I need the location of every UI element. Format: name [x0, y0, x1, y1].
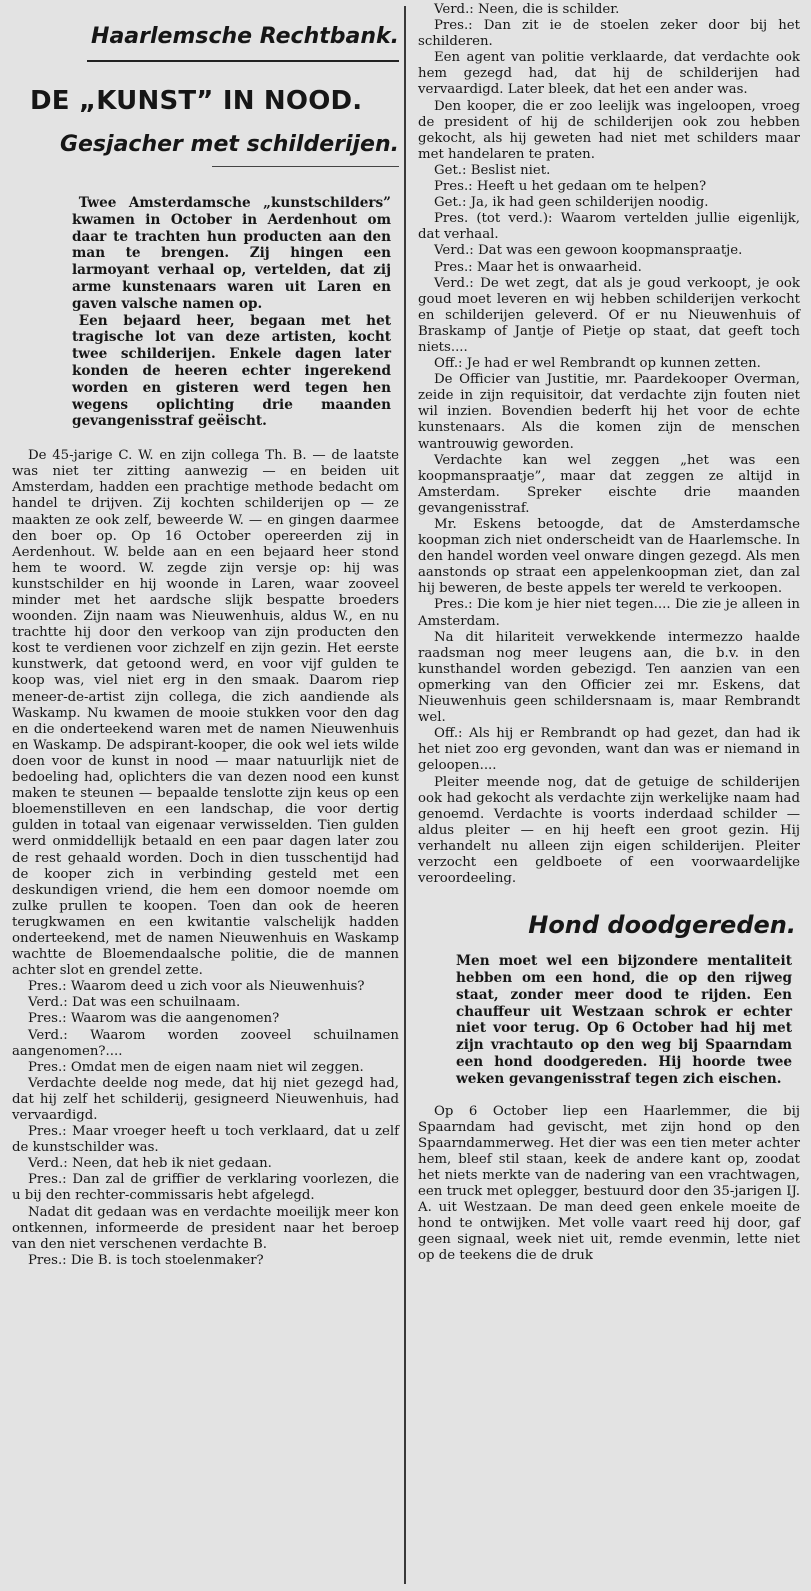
- body-paragraph: Verd.: Neen, dat heb ik niet gedaan.: [27, 1156, 272, 1172]
- body-paragraph: Off.: Als hij er Rembrandt op had gezet, dan had ik het niet zoo erg gevonden, want dan was er niemand in geloopen....: [418, 726, 800, 774]
- body-paragraph: Verd.: Dat was een gewoon koopmanspraatje.: [433, 243, 743, 259]
- body-paragraph: Pres.: Maar vroeger heeft u toch verklaard, dat u zelf de kunstschilder was.: [12, 1124, 399, 1156]
- body-paragraph: Pres.: Die kom je hier niet tegen.... Die zie je alleen in Amsterdam.: [418, 597, 800, 629]
- article-body-right: [418, 2, 800, 887]
- article-body-left: [12, 448, 399, 1269]
- body-paragraph: Nadat dit gedaan was en verdachte moeilijk meer kon ontkennen, informeerde de president naar het beroep van den niet verschenen verdachte B.: [12, 1204, 399, 1252]
- body-paragraph: Verd.: De wet zegt, dat als je goud verkoopt, je ook goud moet leveren en wij hebben schilderijen verkocht en schilderijen geleverd. Of er nu Nieuwenhuis of Braskamp of Jantje of Pietje op staat, dat geeft toch niets....: [418, 275, 800, 355]
- body-paragraph: Get.: Ja, ik had geen schilderijen noodig.: [433, 195, 709, 211]
- news-item-body: [418, 1104, 800, 1265]
- column-divider: [404, 6, 406, 1584]
- body-paragraph: Mr. Eskens betoogde, dat de Amsterdamsche koopman zich niet onderscheidt van de Haarlemsche. In den handel worden veel onware dingen gezegd. Als men aanstonds op straat een appelenkoopman ziet, dan zal hij beweren, de beste appels ter wereld te verkoopen.: [418, 517, 800, 597]
- article-title: DE „KUNST” IN NOOD.: [30, 86, 363, 116]
- body-paragraph: Get.: Beslist niet.: [433, 162, 551, 178]
- body-paragraph: Na dit hilariteit verwekkende intermezzo haalde raadsman nog meer leugens aan, die b.v. in den kunsthandel worden gebezigd. Ten aanzien van een opmerking van den Officier zei mr. Eskens, dat Nieuwenhuis geen schildersnaam is, maar Rembrandt wel.: [418, 629, 800, 726]
- news-item-title: Hond doodgereden.: [528, 911, 796, 940]
- body-paragraph: Den kooper, die er zoo leelijk was ingeloopen, vroeg de president of hij de schilderijen ook zou hebben gekocht, als hij geweten had niet met schilders maar met handelaren te praten.: [418, 98, 800, 162]
- body-paragraph: Pres.: Heeft u het gedaan om te helpen?: [433, 179, 707, 195]
- body-paragraph: Pres.: Dan zit ie de stoelen zeker door bij het schilderen.: [418, 18, 800, 50]
- news-item-lead: Men moet wel een bijzondere mentaliteit hebben om een hond, die op den rijweg staat, zonder meer dood te rijden. Een chauffeur uit Westzaan schrok er echter niet voor terug. Op 6 October had hij met zijn vrachtauto op den weg bij Spaarndam een hond doodgereden. Hij hoorde twee weken gevangenisstraf tegen zich eischen.: [456, 953, 792, 1087]
- body-paragraph: Pres.: Dan zal de griffier de verklaring voorlezen, die u bij den rechter-commissaris hebt afgelegd.: [12, 1172, 399, 1204]
- body-paragraph: Pleiter meende nog, dat de getuige de schilderijen ook had gekocht als verdachte zijn werkelijke naam had genoemd. Verdachte is voorts inderdaad schilder — aldus pleiter — en hij heeft een groot gezin. Hij verhandelt nu alleen zijn eigen schilderijen. Pleiter verzocht een geldboete of een voorwaardelijke veroordeeling.: [418, 774, 800, 887]
- body-paragraph: Verd.: Waarom worden zooveel schuilnamen aangenomen?....: [12, 1027, 399, 1059]
- body-paragraph: De Officier van Justitie, mr. Paardekooper Overman, zeide in zijn requisitoir, dat verdachte zijn fouten niet wil inzien. Bovendien bederft hij het voor de echte kunstenaars. Als die komen zijn de menschen wantrouwig geworden.: [418, 372, 800, 452]
- subtitle-rule: [212, 166, 399, 167]
- body-paragraph: De 45-jarige C. W. en zijn collega Th. B. — de laatste was niet ter zitting aanwezig — en beiden uit Amsterdam, hadden een prachtige methode bedacht om handel te drijven. Zij kochten schilderijen op — ze maakten ze ook zelf, beweerde W. — en gingen daarmee den boer op. Op 16 October opereerden zij in Aerdenhout. W. belde aan en een bejaard heer stond hem te woord. W. zegde zijn versje op: hij was kunstschilder en hij woonde in Laren, waar zooveel minder met het aardsche slijk bespatte broeders woonden. Zijn naam was Nieuwenhuis, aldus W., en nu trachtte hij door den verkoop van zijn producten den kost te verdienen voor zichzelf en zijn gezin. Het eerste kunstwerk, dat getoond werd, en voor vijf gulden te koop was, viel niet erg in den smaak. Daarom riep meneer-de-artist zijn collega, die zich aandiende als Waskamp. Nu kwamen de mooie stukken voor den dag en die onderteekend waren met de namen Nieuwenhuis en Waskamp. De adspirant-kooper, die ook wel iets wilde doen voor de kunst in nood — maar natuurlijk niet de bedoeling had, oplichters die van dezen nood een kunst maken te steunen — bepaalde tenslotte zijn keus op een bloemenstilleven en een landschap, die voor dertig gulden in totaal van eigenaar verwisselden. Tien gulden werd onmiddellijk betaald en een paar dagen later zou de rest gehaald worden. Doch in dien tusschentijd had de kooper zich in verbinding gesteld met een deskundigen vriend, die hem een domoor noemde om zulke prullen te koopen. Toen dan ook de heeren terugkwamen en een kwitantie valschelijk hadden onderteekend, met de namen Nieuwenhuis en Waskamp wachtte de Bloemendaalsche politie, die de mannen achter slot en grendel zette.: [12, 448, 399, 979]
- left-column: [8, 0, 403, 1269]
- body-paragraph: Pres.: Die B. is toch stoelenmaker?: [27, 1252, 264, 1268]
- body-paragraph: Pres.: Waarom deed u zich voor als Nieuwenhuis?: [27, 979, 365, 995]
- lead-paragraph: Een bejaard heer, begaan met het tragische lot van deze artisten, kocht twee schilderijen. Enkele dagen later konden de heeren echter ingerekend worden en gisteren werd tegen hen wegens oplichting drie maanden gevangenisstraf geëischt.: [72, 312, 391, 430]
- body-paragraph: Verd.: Neen, die is schilder.: [433, 2, 620, 17]
- body-paragraph: Pres.: Maar het is onwaarheid.: [433, 259, 642, 275]
- section-title: Haarlemsche Rechtbank.: [91, 24, 399, 49]
- body-paragraph: Pres.: Waarom was die aangenomen?: [27, 1011, 280, 1027]
- body-paragraph: Off.: Je had er wel Rembrandt op kunnen zetten.: [433, 356, 761, 372]
- section-header: [12, 4, 399, 58]
- article-lead: [72, 195, 391, 430]
- body-paragraph: Verd.: Dat was een schuilnaam.: [27, 995, 241, 1011]
- body-paragraph: Verdachte deelde nog mede, dat hij niet gezegd had, dat hij zelf het schilderij, gesigneerd Nieuwenhuis, had vervaardigd.: [12, 1075, 399, 1123]
- body-paragraph: Pres.: Omdat men de eigen naam niet wil zeggen.: [27, 1059, 364, 1075]
- article-subtitle: Gesjacher met schilderijen.: [59, 132, 399, 157]
- lead-paragraph: Twee Amsterdamsche „kunstschilders” kwamen in October in Aerdenhout om daar te trachten hun producten aan den man te brengen. Zij hingen een larmoyant verhaal op, vertelden, dat zij arme kunstenaars waren uit Laren en gaven valsche namen op.: [72, 195, 391, 312]
- body-paragraph: Verdachte kan wel zeggen „het was een koopmanspraatje”, maar dat zeggen ze altijd in Amsterdam. Spreker eischte drie maanden gevangenisstraf.: [418, 452, 800, 516]
- body-paragraph: Op 6 October liep een Haarlemmer, die bij Spaarndam had gevischt, met zijn hond op den Spaarndammerweg. Het dier was een tien meter achter hem, bleef stil staan, keek de andere kant op, zoodat het niets merkte van de nadering van een vrachtwagen, een truck met oplegger, bestuurd door den 35-jarigen IJ. A. uit Westzaan. De man deed geen enkele moeite de hond te ontwijken. Met volle vaart reed hij door, gaf geen signaal, week niet uit, remde evenmin, lette niet op de teekens die de druk: [418, 1103, 800, 1264]
- body-paragraph: Pres. (tot verd.): Waarom vertelden jullie eigenlijk, dat verhaal.: [418, 211, 800, 243]
- body-paragraph: Een agent van politie verklaarde, dat verdachte ook hem gezegd had, dat hij de schilderijen had vervaardigd. Later bleek, dat het een ander was.: [418, 50, 800, 98]
- header-rule: [87, 60, 399, 62]
- right-column: [410, 0, 804, 1264]
